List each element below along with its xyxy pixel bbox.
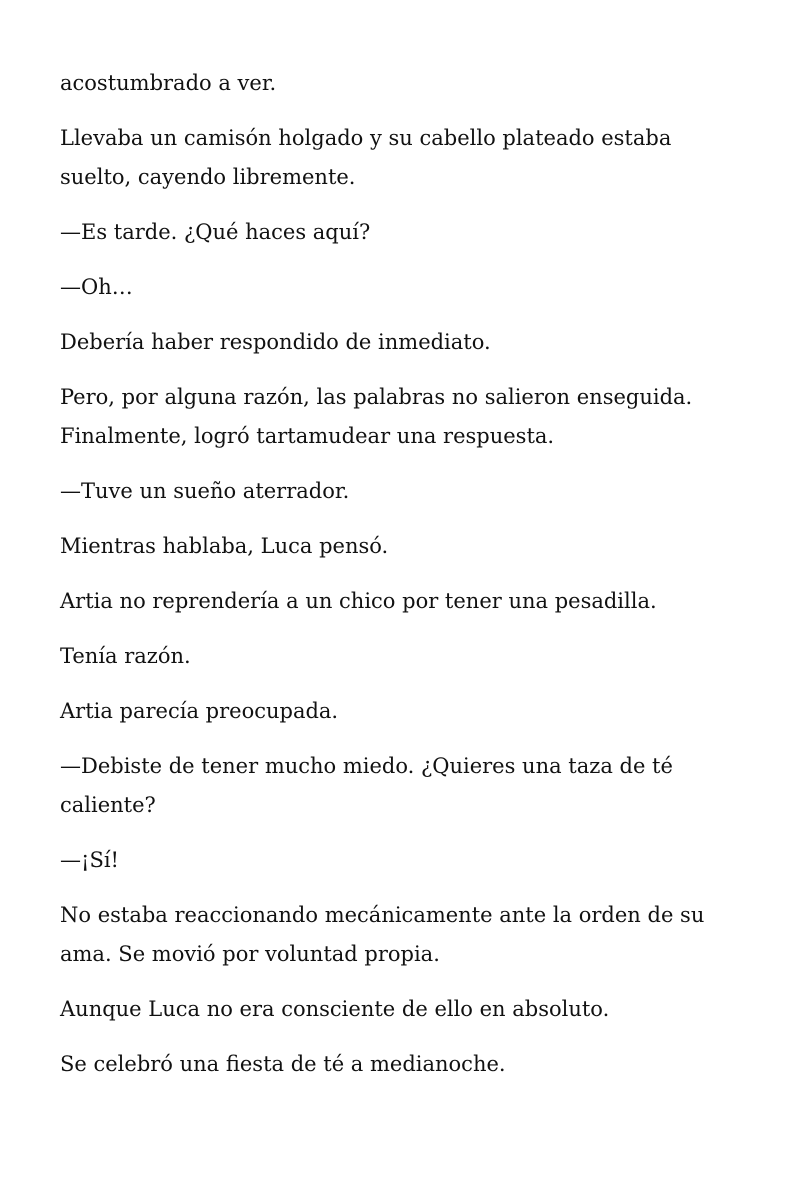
paragraph: Se celebró una fiesta de té a medianoche.: [60, 1052, 506, 1076]
paragraph: Llevaba un camisón holgado y su cabello plateado estaba suelto, cayendo libremente.: [60, 126, 672, 189]
paragraph: Tenía razón.: [60, 644, 191, 668]
paragraph: acostumbrado a ver.: [60, 71, 277, 95]
paragraph: Aunque Luca no era consciente de ello en absoluto.: [60, 997, 610, 1021]
paragraph: Artia no reprendería a un chico por tener una pesadilla.: [60, 589, 657, 613]
paragraph: Mientras hablaba, Luca pensó.: [60, 534, 389, 558]
paragraph: No estaba reaccionando mecánicamente ante la orden de su ama. Se movió por voluntad propia.: [60, 903, 705, 966]
paragraph: —Tuve un sueño aterrador.: [60, 479, 350, 503]
paragraph: Debería haber respondido de inmediato.: [60, 330, 491, 354]
paragraph: —Debiste de tener mucho miedo. ¿Quieres una taza de té caliente?: [60, 754, 673, 817]
paragraph: —Es tarde. ¿Qué haces aquí?: [60, 220, 371, 244]
paragraph: —Oh…: [60, 275, 133, 299]
paragraph: Artia parecía preocupada.: [60, 699, 339, 723]
paragraph: Pero, por alguna razón, las palabras no salieron enseguida. Finalmente, logró tartamudear una respuesta.: [60, 385, 693, 448]
paragraph: —¡Sí!: [60, 848, 119, 872]
